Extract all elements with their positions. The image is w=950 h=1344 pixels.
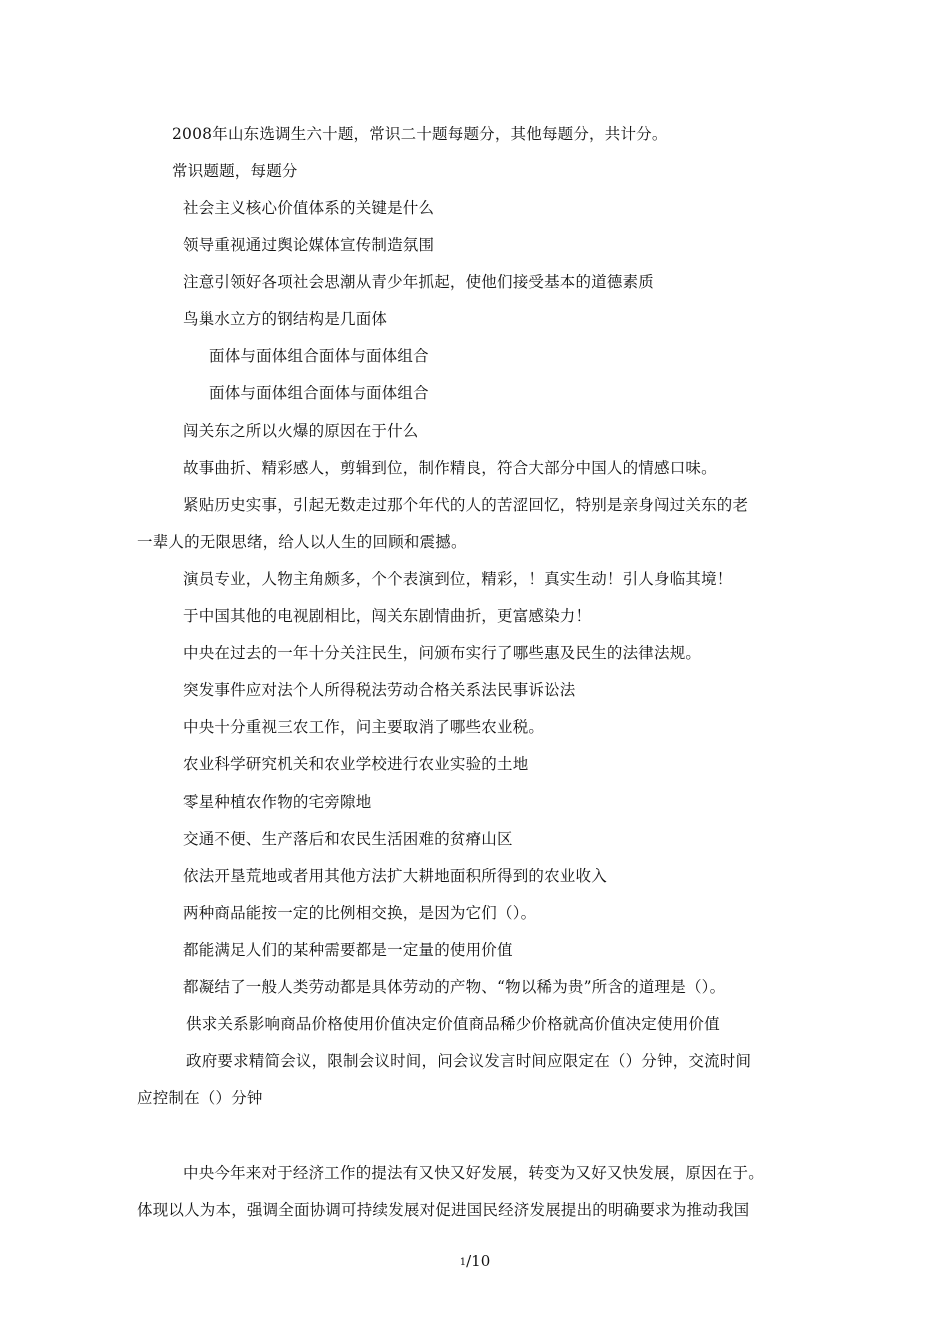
text-line: 领导重视通过舆论媒体宣传制造氛围 [183, 236, 435, 254]
text-line: 依法开垦荒地或者用其他方法扩大耕地面积所得到的农业收入 [183, 867, 607, 885]
text-line: 常识题题，每题分 [172, 162, 298, 180]
text-line: 中央今年来对于经济工作的提法有又快又好发展，转变为又好又快发展，原因在于。 [183, 1164, 764, 1182]
text-line: 交通不便、生产落后和农民生活困难的贫瘠山区 [183, 830, 513, 848]
page-number-current: 1 [459, 1257, 467, 1268]
text-line: 闯关东之所以火爆的原因在于什么 [183, 422, 419, 440]
text-line: 两种商品能按一定的比例相交换，是因为它们（）。 [183, 904, 537, 922]
text-line: 演员专业，人物主角颇多，个个表演到位，精彩，！真实生动！引人身临其境！ [183, 570, 733, 588]
text-line: 都凝结了一般人类劳动都是具体劳动的产物、“物以稀为贵”所含的道理是（）。 [183, 978, 726, 996]
text-line: 都能满足人们的某种需要都是一定量的使用价值 [183, 941, 513, 959]
text-line: 中央十分重视三农工作，问主要取消了哪些农业税。 [183, 718, 545, 736]
text-line: 2008年山东选调生六十题，常识二十题每题分，其他每题分，共计分。 [172, 125, 668, 143]
text-line: 应控制在（）分钟 [137, 1089, 263, 1107]
text-line: 面体与面体组合面体与面体组合 [209, 347, 429, 365]
text-line: 社会主义核心价值体系的关键是什么 [183, 199, 435, 217]
page-number-total: /10 [466, 1252, 491, 1270]
text-line: 政府要求精简会议，限制会议时间，问会议发言时间应限定在（）分钟，交流时间 [186, 1052, 752, 1070]
text-line: 突发事件应对法个人所得税法劳动合格关系法民事诉讼法 [183, 681, 576, 699]
text-line: 中央在过去的一年十分关注民生，问颁布实行了哪些惠及民生的法律法规。 [183, 644, 702, 662]
text-line: 故事曲折、精彩感人，剪辑到位，制作精良，符合大部分中国人的情感口味。 [183, 459, 717, 477]
text-line: 紧贴历史实事，引起无数走过那个年代的人的苦涩回忆，特别是亲身闯过关东的老 [183, 496, 749, 514]
text-line: 于中国其他的电视剧相比，闯关东剧情曲折，更富感染力！ [183, 607, 592, 625]
text-line: 一辈人的无限思绪，给人以人生的回顾和震撼。 [137, 533, 467, 551]
page-number [0, 1252, 950, 1270]
text-line: 注意引领好各项社会思潮从青少年抓起，使他们接受基本的道德素质 [183, 273, 655, 291]
text-line: 体现以人为本，强调全面协调可持续发展对促进国民经济发展提出的明确要求为推动我国 [137, 1201, 750, 1219]
text-line: 供求关系影响商品价格使用价值决定价值商品稀少价格就高价值决定使用价值 [186, 1015, 720, 1033]
text-line: 农业科学研究机关和农业学校进行农业实验的土地 [183, 755, 529, 773]
text-line: 面体与面体组合面体与面体组合 [209, 384, 429, 402]
text-line: 零星种植农作物的宅旁隙地 [183, 793, 372, 811]
text-line: 鸟巢水立方的钢结构是几面体 [183, 310, 388, 328]
